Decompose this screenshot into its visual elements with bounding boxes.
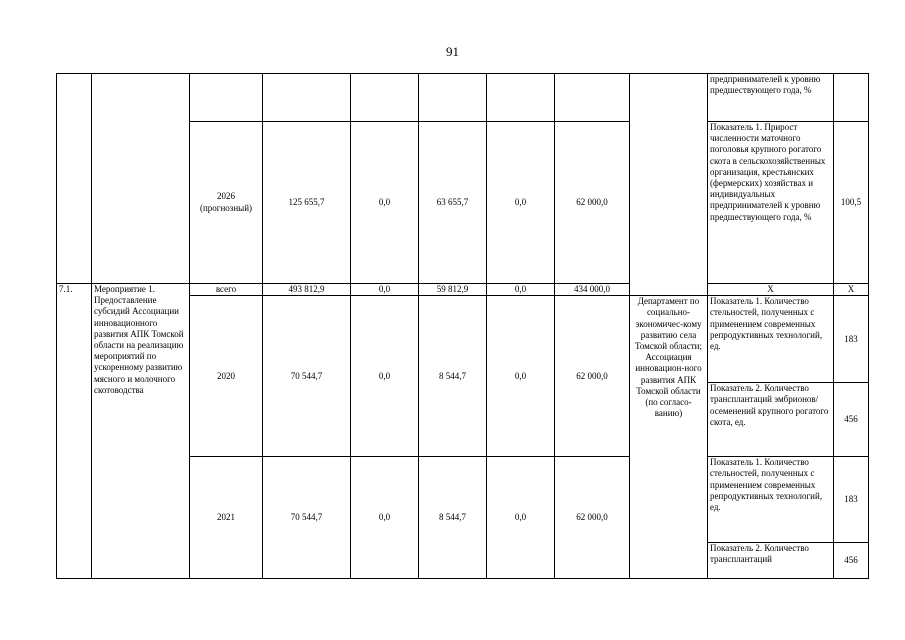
year-cell: 2020 bbox=[190, 296, 263, 457]
indicator-value-cell: Х bbox=[834, 284, 869, 296]
indicator-cell: Показатель 1. Количество стельностей, полученных с применением современных репродуктивных технологий, ед. bbox=[708, 457, 834, 543]
row-number-cell: 7.1. bbox=[57, 284, 92, 579]
value-cell: 0,0 bbox=[487, 122, 555, 284]
indicator-cell: Х bbox=[708, 284, 834, 296]
indicator-value-cell: 456 bbox=[834, 543, 869, 579]
total-cell: 70 544,7 bbox=[263, 296, 351, 457]
value-cell: 0,0 bbox=[351, 296, 419, 457]
value-cell: 0,0 bbox=[487, 284, 555, 296]
value-cell: 0,0 bbox=[351, 457, 419, 579]
indicator-cell: Показатель 2. Количество трансплантаций эмбрионов/осеменений крупного рогатого скота, ед. bbox=[708, 383, 834, 457]
value-cell: 434 000,0 bbox=[555, 284, 630, 296]
table-row bbox=[57, 74, 869, 122]
value-cell: 8 544,7 bbox=[419, 296, 487, 457]
indicator-value-cell: 183 bbox=[834, 296, 869, 383]
executor-cell-empty bbox=[630, 74, 708, 296]
indicator-cell: Показатель 1. Количество стельностей, полученных с применением современных репродуктивных технологий, ед. bbox=[708, 296, 834, 383]
table-row bbox=[57, 284, 869, 296]
value-cell: 0,0 bbox=[351, 122, 419, 284]
indicator-cell: Показатель 1. Прирост численности маточного поголовья крупного рогатого скота в сельскохозяйственных организация, крестьянских (фермерских) хозяйствах и индивидуальных предпринимателей к уровню предшествующего года, % bbox=[708, 122, 834, 284]
indicator-value-cell: 183 bbox=[834, 457, 869, 543]
measure-cell: Мероприятие 1. Предоставление субсидий Ассоциации инновационного развития АПК Томской области на реализацию мероприятий по ускоренному развитию мясного и молочного скотоводства bbox=[92, 284, 190, 579]
year-cell: 2021 bbox=[190, 457, 263, 579]
value-cell: 0,0 bbox=[351, 284, 419, 296]
indicator-value-cell: 100,5 bbox=[834, 122, 869, 284]
indicator-cell: Показатель 2. Количество трансплантаций bbox=[708, 543, 834, 579]
value-cell: 62 000,0 bbox=[555, 122, 630, 284]
total-cell: 70 544,7 bbox=[263, 457, 351, 579]
executor-cell: Департамент по социально-экономичес-кому развитию села Томской области; Ассоциация инновацион-ного развития АПК Томской области (по согласо-ванию) bbox=[630, 296, 708, 579]
value-cell: 63 655,7 bbox=[419, 122, 487, 284]
total-cell: 125 655,7 bbox=[263, 122, 351, 284]
value-cell: 62 000,0 bbox=[555, 296, 630, 457]
year-cell: 2026 (прогнозный) bbox=[190, 122, 263, 284]
value-cell: 0,0 bbox=[487, 457, 555, 579]
year-cell: всего bbox=[190, 284, 263, 296]
value-cell: 8 544,7 bbox=[419, 457, 487, 579]
value-cell: 59 812,9 bbox=[419, 284, 487, 296]
value-cell: 62 000,0 bbox=[555, 457, 630, 579]
page-number: 91 bbox=[446, 44, 459, 59]
total-cell: 493 812,9 bbox=[263, 284, 351, 296]
program-table bbox=[56, 73, 869, 579]
value-cell: 0,0 bbox=[487, 296, 555, 457]
indicator-cell: предпринимателей к уровню предшествующего года, % bbox=[708, 74, 834, 122]
indicator-value-cell: 456 bbox=[834, 383, 869, 457]
